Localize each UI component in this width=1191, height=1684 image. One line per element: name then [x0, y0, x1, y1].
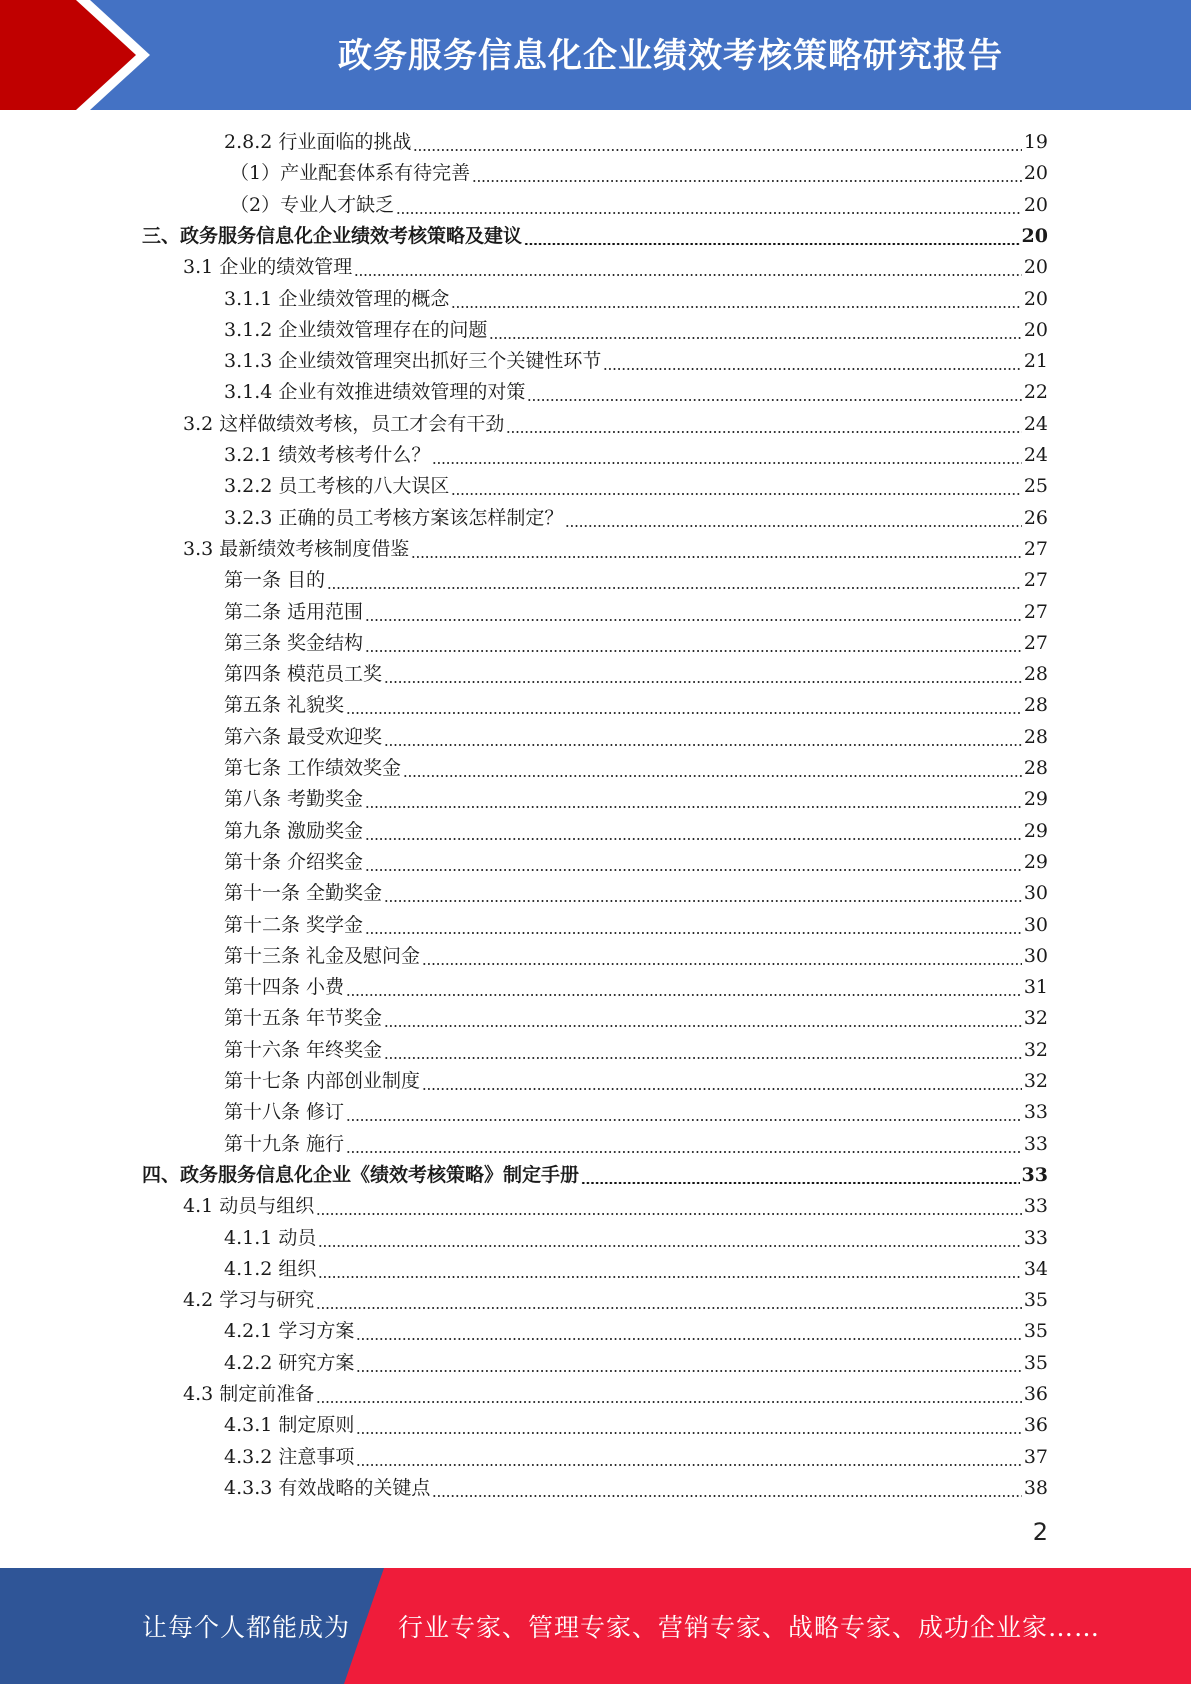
toc-entry-label: （1）产业配套体系有待完善	[230, 162, 471, 185]
toc-entry-page: 27	[1023, 600, 1048, 623]
toc-entry[interactable]	[230, 158, 1048, 189]
toc-entry-page: 28	[1023, 757, 1048, 779]
toc-entry-page: 29	[1023, 788, 1048, 811]
toc-entry[interactable]	[183, 1191, 1048, 1222]
toc-dot-leader	[432, 440, 1021, 471]
toc-entry-page: 34	[1023, 1257, 1048, 1280]
toc-entry-page: 20	[1021, 224, 1048, 247]
toc-entry-page: 28	[1023, 694, 1048, 717]
toc-entry-page: 28	[1023, 663, 1048, 686]
toc-entry-label: 四、政务服务信息化企业《绩效考核策略》制定手册	[142, 1163, 580, 1186]
toc-entry[interactable]	[224, 503, 1048, 534]
toc-entry-label: 4.2.1 学习方案	[224, 1320, 355, 1343]
toc-entry[interactable]	[224, 377, 1048, 408]
toc-entry-label: 4.2.2 研究方案	[224, 1351, 355, 1374]
toc-entry[interactable]	[224, 1410, 1048, 1441]
toc-dot-leader	[411, 534, 1022, 565]
toc-entry-label: 3.1.1 企业绩效管理的概念	[224, 287, 450, 310]
toc-dot-leader	[565, 503, 1021, 534]
toc-dot-leader	[346, 972, 1022, 1003]
toc-entry[interactable]	[183, 534, 1048, 565]
toc-entry-page: 20	[1023, 193, 1048, 216]
toc-entry[interactable]	[224, 1223, 1048, 1254]
toc-dot-leader	[356, 1410, 1021, 1441]
toc-entry-page: 27	[1023, 537, 1048, 560]
toc-entry[interactable]	[224, 1348, 1048, 1379]
toc-entry[interactable]	[224, 315, 1048, 346]
toc-entry[interactable]	[224, 690, 1048, 721]
toc-entry[interactable]	[142, 221, 1048, 252]
toc-entry-label: 第十一条 全勤奖金	[224, 882, 383, 905]
toc-entry-label: 第十八条 修订	[224, 1101, 345, 1124]
toc-entry-label: 4.1.2 组织	[224, 1257, 317, 1280]
toc-dot-leader	[581, 1160, 1020, 1191]
toc-entry-page: 33	[1023, 1132, 1048, 1155]
toc-entry[interactable]	[224, 816, 1048, 847]
toc-entry-label: 4.1 动员与组织	[183, 1195, 315, 1218]
toc-entry-page: 37	[1023, 1445, 1048, 1468]
toc-entry-label: 第七条 工作绩效奖金	[224, 757, 402, 779]
toc-entry[interactable]	[224, 659, 1048, 690]
toc-dot-leader	[318, 1254, 1021, 1285]
toc-entry-label: 第十条 介绍奖金	[224, 850, 364, 873]
toc-entry[interactable]	[224, 284, 1048, 315]
toc-dot-leader	[354, 252, 1022, 283]
toc-entry[interactable]	[224, 440, 1048, 471]
toc-dot-leader	[356, 1442, 1021, 1473]
toc-entry-label: 4.3 制定前准备	[183, 1383, 315, 1405]
toc-dot-leader	[318, 1223, 1021, 1254]
toc-dot-leader	[316, 1379, 1022, 1410]
toc-entry-label: 3.1.3 企业绩效管理突出抓好三个关键性环节	[224, 350, 602, 373]
toc-entry[interactable]	[224, 1097, 1048, 1128]
toc-entry[interactable]	[224, 753, 1048, 784]
toc-dot-leader	[316, 1191, 1022, 1222]
toc-dot-leader	[422, 1066, 1022, 1097]
toc-entry-label: 第三条 奖金结构	[224, 631, 364, 654]
toc-entry-page: 21	[1023, 350, 1048, 373]
toc-entry[interactable]	[224, 847, 1048, 878]
toc-entry-page: 30	[1023, 913, 1048, 936]
toc-entry-label: 3.1.2 企业绩效管理存在的问题	[224, 318, 488, 341]
toc-dot-leader	[472, 158, 1022, 189]
toc-entry[interactable]	[224, 628, 1048, 659]
toc-entry-label: 第十七条 内部创业制度	[224, 1070, 421, 1092]
toc-entry[interactable]	[224, 722, 1048, 753]
toc-entry-page: 22	[1023, 381, 1048, 404]
toc-entry-page: 30	[1023, 882, 1048, 905]
toc-entry-page: 33	[1021, 1163, 1048, 1186]
toc-entry[interactable]	[224, 471, 1048, 502]
toc-dot-leader	[365, 784, 1022, 815]
toc-entry-page: 20	[1023, 162, 1048, 185]
toc-entry[interactable]	[224, 597, 1048, 628]
toc-dot-leader	[384, 722, 1022, 753]
header-banner	[0, 0, 1191, 110]
toc-entry-label: 4.1.1 动员	[224, 1226, 317, 1249]
toc-entry-label: 第九条 激励奖金	[224, 819, 364, 842]
toc-dot-leader	[384, 659, 1022, 690]
toc-entry-page: 24	[1023, 444, 1048, 466]
toc-entry-page: 33	[1023, 1226, 1048, 1249]
toc-entry-page: 35	[1023, 1289, 1048, 1312]
toc-entry-label: 第一条 目的	[224, 569, 326, 592]
toc-entry-page: 38	[1023, 1476, 1048, 1499]
toc-entry-label: 4.3.1 制定原则	[224, 1414, 355, 1437]
toc-entry[interactable]	[224, 1473, 1048, 1504]
toc-dot-leader	[524, 221, 1020, 252]
header-red-chevron	[0, 0, 150, 110]
toc-entry[interactable]	[224, 1316, 1048, 1347]
toc-entry-page: 24	[1023, 412, 1048, 435]
toc-entry[interactable]	[183, 1379, 1048, 1410]
toc-entry-label: 4.3.3 有效战略的关键点	[224, 1476, 431, 1499]
toc-entry[interactable]	[224, 878, 1048, 909]
toc-entry-label: 第四条 模范员工奖	[224, 663, 383, 686]
toc-dot-leader	[603, 346, 1021, 377]
toc-entry-page: 20	[1023, 256, 1048, 279]
toc-entry-page: 30	[1023, 944, 1048, 967]
toc-entry[interactable]	[224, 1066, 1048, 1097]
toc-dot-leader	[327, 565, 1022, 596]
toc-entry-label: 第十九条 施行	[224, 1132, 345, 1155]
toc-dot-leader	[365, 910, 1022, 941]
toc-entry-label: 第八条 考勤奖金	[224, 788, 364, 811]
toc-entry[interactable]	[224, 1003, 1048, 1034]
toc-entry-label: 第十五条 年节奖金	[224, 1007, 383, 1030]
toc-entry-label: 第二条 适用范围	[224, 600, 364, 623]
toc-entry-label: 第六条 最受欢迎奖	[224, 725, 383, 748]
toc-entry-label: 2.8.2 行业面临的挑战	[224, 131, 412, 153]
footer-slogan-left: 让每个人都能成为	[142, 1613, 351, 1642]
toc-entry[interactable]	[224, 941, 1048, 972]
toc-entry-label: 3.1 企业的绩效管理	[183, 256, 353, 279]
toc-dot-leader	[451, 471, 1021, 502]
toc-entry-page: 36	[1023, 1414, 1048, 1437]
toc-dot-leader	[384, 1035, 1022, 1066]
toc-entry[interactable]	[224, 346, 1048, 377]
toc-dot-leader	[413, 127, 1021, 158]
toc-dot-leader	[356, 1348, 1021, 1379]
toc-entry-page: 33	[1023, 1101, 1048, 1124]
toc-entry-label: 第五条 礼貌奖	[224, 694, 345, 717]
toc-entry-page: 27	[1023, 631, 1048, 654]
toc-dot-leader	[346, 1097, 1022, 1128]
toc-entry-page: 19	[1023, 131, 1048, 153]
toc-dot-leader	[451, 284, 1021, 315]
toc-dot-leader	[489, 315, 1021, 346]
toc-entry-page: 25	[1023, 475, 1048, 498]
toc-entry-page: 29	[1023, 819, 1048, 842]
report-title: 政务服务信息化企业绩效考核策略研究报告	[338, 35, 1003, 76]
toc-dot-leader	[432, 1473, 1021, 1504]
toc-entry[interactable]	[224, 910, 1048, 941]
toc-dot-leader	[384, 878, 1022, 909]
toc-entry-page: 32	[1023, 1070, 1048, 1092]
toc-entry[interactable]	[224, 1129, 1048, 1160]
toc-entry-page: 27	[1023, 569, 1048, 592]
toc-entry-page: 26	[1023, 506, 1048, 529]
toc-entry-page: 35	[1023, 1351, 1048, 1374]
toc-dot-leader	[346, 690, 1022, 721]
toc-entry-label: 第十二条 奖学金	[224, 913, 364, 936]
toc-entry[interactable]	[142, 1160, 1048, 1191]
toc-entry-label: 第十六条 年终奖金	[224, 1038, 383, 1061]
footer-slogan-right: 行业专家、管理专家、营销专家、战略专家、成功企业家……	[398, 1613, 1101, 1642]
toc-entry-page: 35	[1023, 1320, 1048, 1343]
toc-entry-label: （2）专业人才缺乏	[230, 193, 395, 216]
page-number: 2	[1032, 1518, 1048, 1546]
toc-entry-page: 29	[1023, 850, 1048, 873]
toc-entry[interactable]	[224, 1254, 1048, 1285]
toc-dot-leader	[396, 190, 1022, 221]
toc-dot-leader	[346, 1129, 1022, 1160]
toc-entry[interactable]	[183, 409, 1048, 440]
toc-entry-label: 第十四条 小费	[224, 976, 345, 999]
toc-entry[interactable]	[183, 1285, 1048, 1316]
toc-entry[interactable]	[224, 1035, 1048, 1066]
toc-entry-page: 36	[1023, 1383, 1048, 1405]
toc-dot-leader	[356, 1316, 1021, 1347]
toc-entry[interactable]	[224, 565, 1048, 596]
toc-dot-leader	[403, 753, 1022, 784]
footer-banner	[0, 1568, 1191, 1684]
toc-entry[interactable]	[224, 784, 1048, 815]
toc-dot-leader	[506, 409, 1022, 440]
toc-entry-page: 32	[1023, 1038, 1048, 1061]
toc-entry-label: 4.2 学习与研究	[183, 1289, 315, 1312]
toc-dot-leader	[365, 628, 1022, 659]
toc-entry-label: 3.2.3 正确的员工考核方案该怎样制定？	[224, 506, 564, 529]
toc-entry-label: 第十三条 礼金及慰问金	[224, 944, 421, 967]
toc-entry[interactable]	[224, 1442, 1048, 1473]
toc-entry-page: 33	[1023, 1195, 1048, 1218]
toc-entry[interactable]	[224, 972, 1048, 1003]
toc-entry-label: 4.3.2 注意事项	[224, 1445, 355, 1468]
toc-entry-page: 32	[1023, 1007, 1048, 1030]
toc-entry-label: 三、政务服务信息化企业绩效考核策略及建议	[142, 224, 523, 247]
toc-entry-page: 20	[1023, 287, 1048, 310]
toc-dot-leader	[365, 847, 1022, 878]
toc-entry-page: 28	[1023, 725, 1048, 748]
toc-entry-label: 3.2 这样做绩效考核，员工才会有干劲	[183, 412, 505, 435]
toc-entry[interactable]	[183, 252, 1048, 283]
toc-entry-label: 3.3 最新绩效考核制度借鉴	[183, 537, 410, 560]
toc-entry[interactable]	[224, 127, 1048, 158]
toc-dot-leader	[365, 597, 1022, 628]
toc-entry-label: 3.1.4 企业有效推进绩效管理的对策	[224, 381, 526, 404]
toc-entry-page: 20	[1023, 318, 1048, 341]
toc-entry[interactable]	[230, 190, 1048, 221]
toc-dot-leader	[527, 377, 1021, 408]
toc-entry-label: 3.2.2 员工考核的八大误区	[224, 475, 450, 498]
toc-entry-label: 3.2.1 绩效考核考什么？	[224, 444, 431, 466]
toc-dot-leader	[384, 1003, 1022, 1034]
toc-dot-leader	[365, 816, 1022, 847]
toc-entry-page: 31	[1023, 976, 1048, 999]
toc-dot-leader	[316, 1285, 1022, 1316]
toc-dot-leader	[422, 941, 1022, 972]
